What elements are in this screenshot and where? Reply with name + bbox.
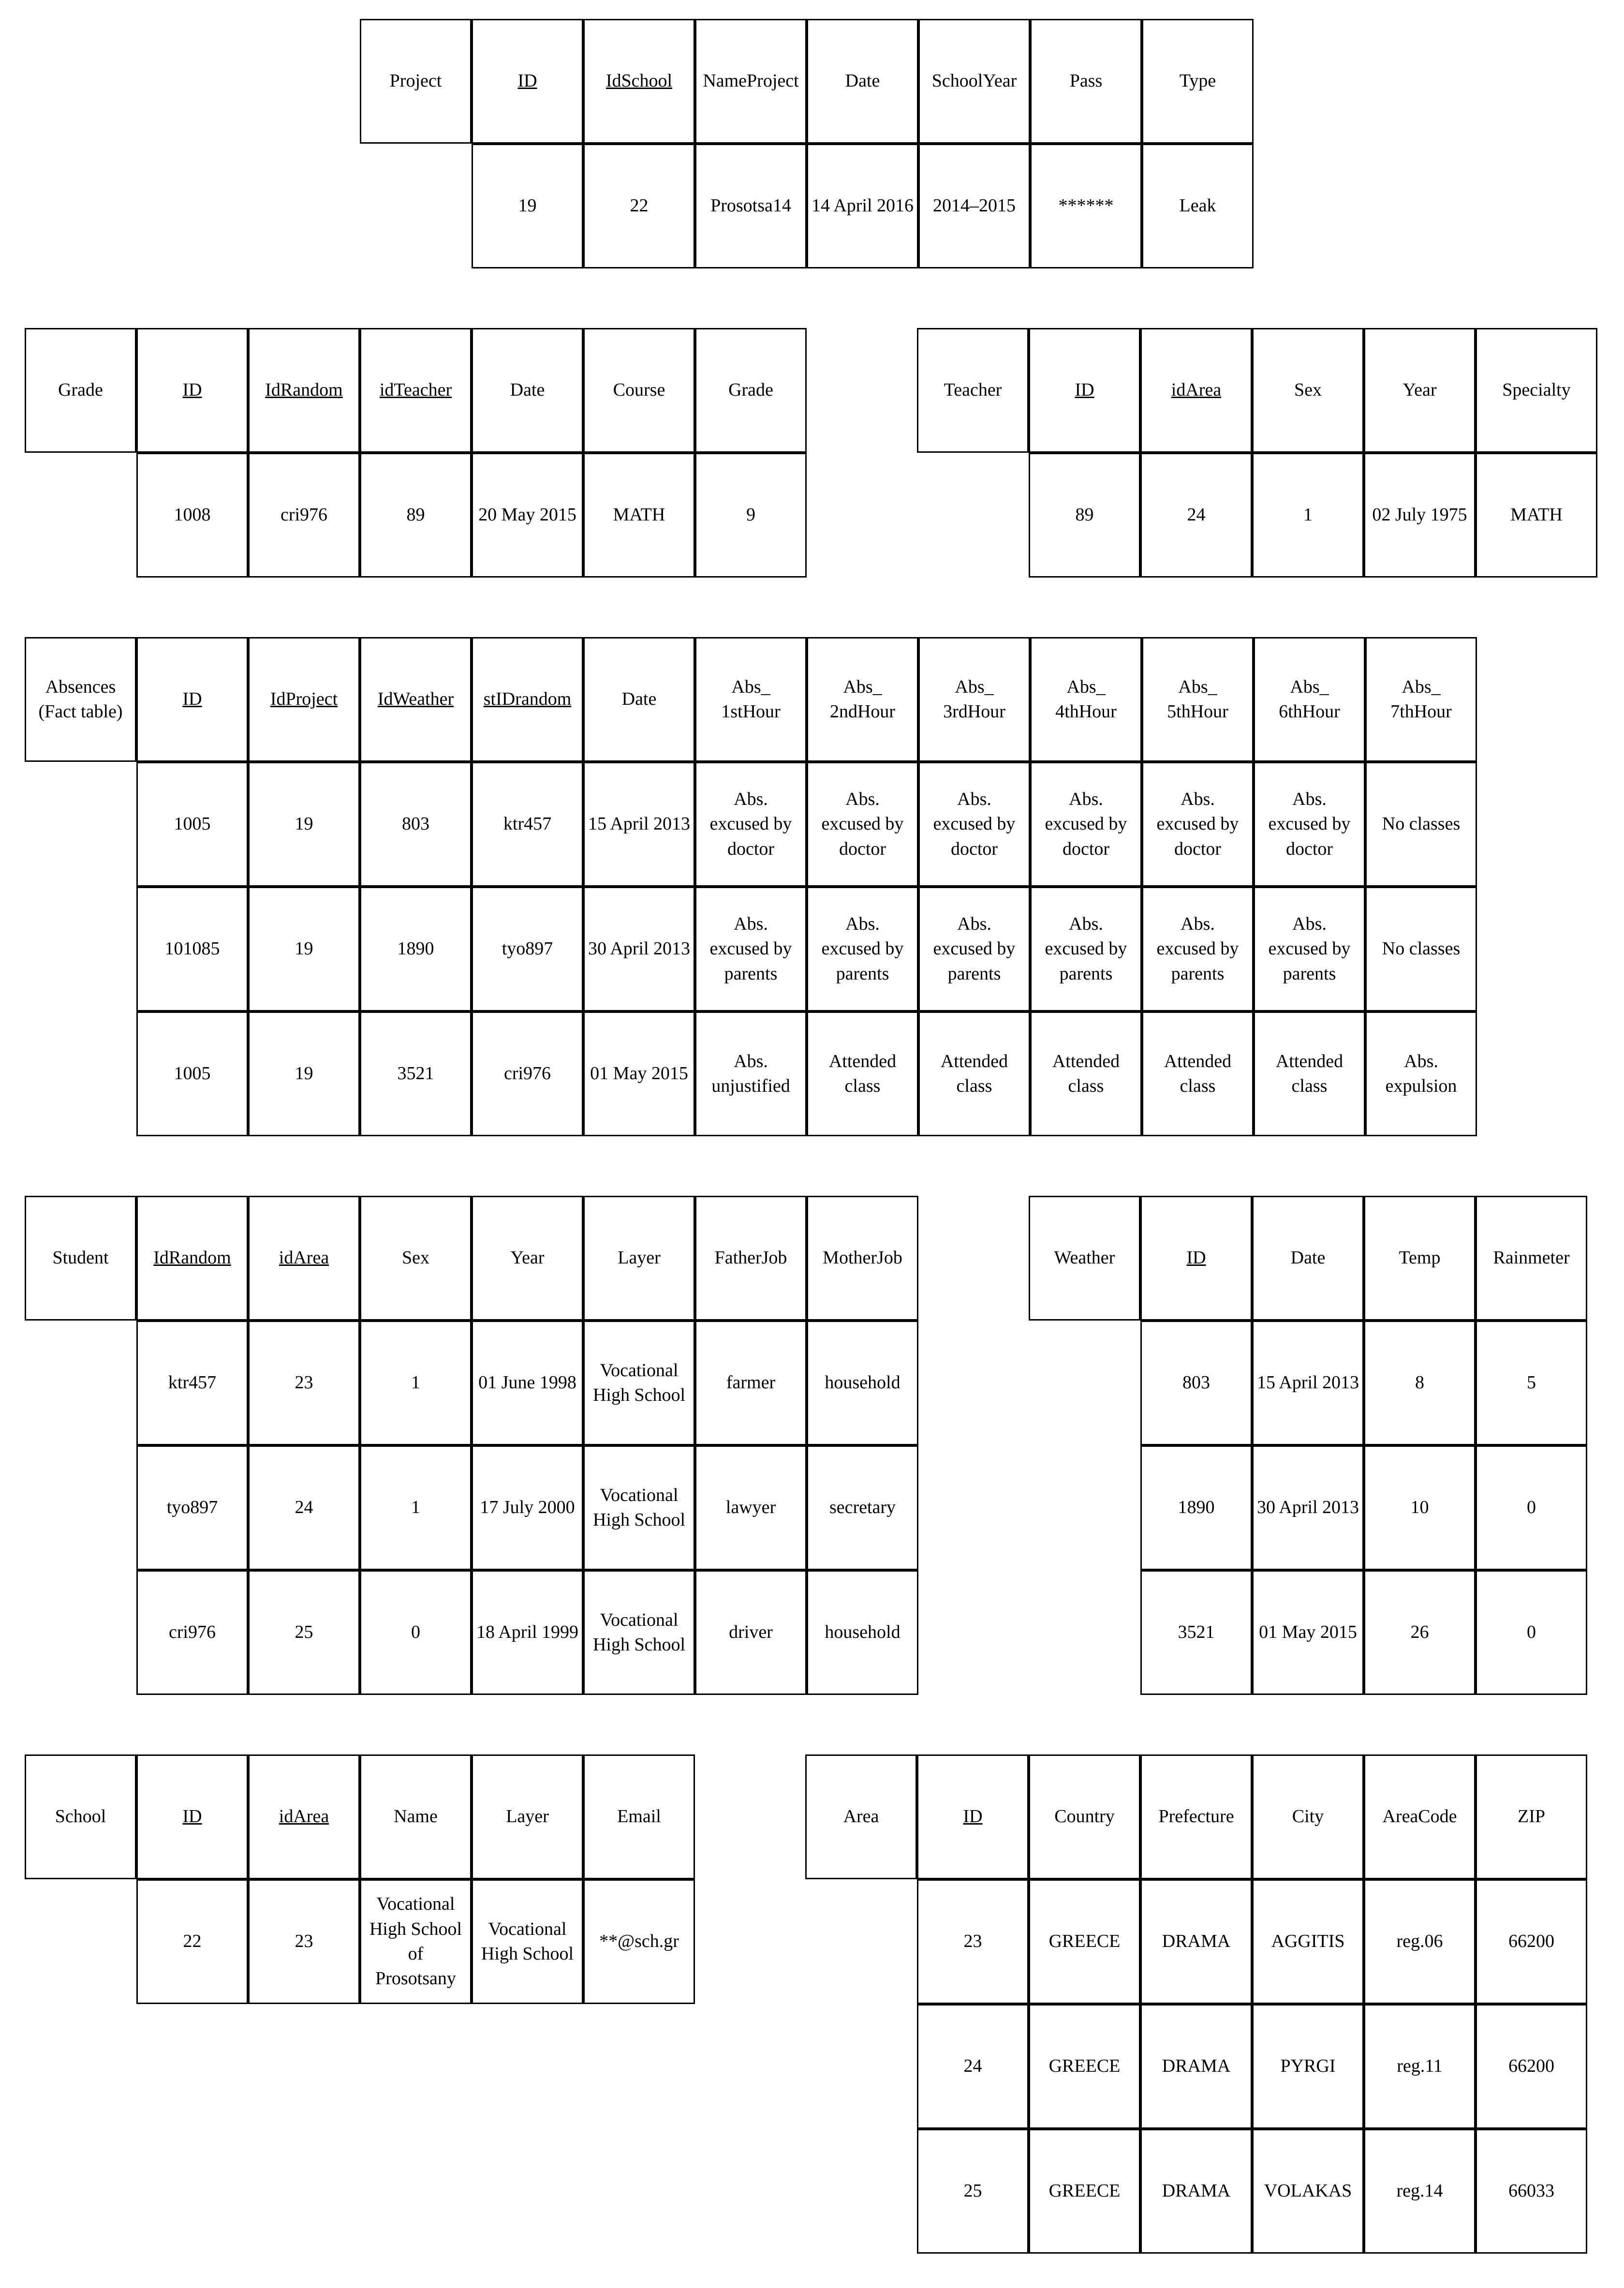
weather-cell: 8: [1364, 1321, 1476, 1445]
student-cell: household: [807, 1570, 918, 1695]
project-cell: ******: [1030, 144, 1142, 268]
area-column-header: ZIP: [1476, 1754, 1587, 1879]
student-cell: cri976: [136, 1570, 248, 1695]
area-cell: 66200: [1476, 2004, 1587, 2129]
weather-column-header: ID: [1140, 1196, 1252, 1321]
absences-cell: Abs. excused by parents: [807, 887, 918, 1011]
area-cell: 24: [917, 2004, 1029, 2129]
absences-cell: Attended class: [807, 1011, 918, 1136]
student-cell: ktr457: [136, 1321, 248, 1445]
absences-column-header: Abs_ 2ndHour: [807, 637, 918, 762]
weather-cell: 26: [1364, 1570, 1476, 1695]
project-column-header: IdSchool: [583, 19, 695, 144]
student-cell: 23: [248, 1321, 360, 1445]
area-cell: reg.11: [1364, 2004, 1476, 2129]
student-cell: Vocational High School: [583, 1321, 695, 1445]
weather-cell: 3521: [1140, 1570, 1252, 1695]
student-cell: household: [807, 1321, 918, 1445]
student-column-header: Sex: [360, 1196, 472, 1321]
grade-table-name: Grade: [25, 328, 136, 453]
weather-cell: 803: [1140, 1321, 1252, 1445]
area-column-header: Country: [1029, 1754, 1140, 1879]
grade-column-header: idTeacher: [360, 328, 472, 453]
absences-column-header: Abs_ 6thHour: [1254, 637, 1365, 762]
grade-cell: MATH: [583, 453, 695, 578]
student-cell: 1: [360, 1445, 472, 1570]
absences-cell: 30 April 2013: [583, 887, 695, 1011]
area-cell: DRAMA: [1140, 2004, 1252, 2129]
student-cell: lawyer: [695, 1445, 807, 1570]
absences-cell: Abs. excused by parents: [918, 887, 1030, 1011]
teacher-column-header: ID: [1029, 328, 1140, 453]
absences-cell: ktr457: [472, 762, 583, 887]
area-cell: reg.06: [1364, 1879, 1476, 2004]
weather-column-header: Temp: [1364, 1196, 1476, 1321]
absences-cell: 1005: [136, 762, 248, 887]
area-table-name: Area: [805, 1754, 917, 1879]
area-cell: reg.14: [1364, 2129, 1476, 2254]
weather-column-header: Date: [1252, 1196, 1364, 1321]
absences-cell: Attended class: [1142, 1011, 1254, 1136]
area-cell: 25: [917, 2129, 1029, 2254]
project-column-header: Date: [807, 19, 918, 144]
school-column-header: ID: [136, 1754, 248, 1879]
teacher-cell: 1: [1252, 453, 1364, 578]
school-column-header: Email: [583, 1754, 695, 1879]
student-cell: driver: [695, 1570, 807, 1695]
project-table-name: Project: [360, 19, 472, 144]
student-column-header: Layer: [583, 1196, 695, 1321]
area-column-header: AreaCode: [1364, 1754, 1476, 1879]
student-cell: secretary: [807, 1445, 918, 1570]
student-cell: farmer: [695, 1321, 807, 1445]
absences-cell: 01 May 2015: [583, 1011, 695, 1136]
absences-cell: No classes: [1365, 887, 1477, 1011]
project-cell: 2014–2015: [918, 144, 1030, 268]
student-cell: 0: [360, 1570, 472, 1695]
area-cell: 23: [917, 1879, 1029, 2004]
area-column-header: Prefecture: [1140, 1754, 1252, 1879]
weather-cell: 15 April 2013: [1252, 1321, 1364, 1445]
weather-column-header: Rainmeter: [1476, 1196, 1587, 1321]
student-column-header: MotherJob: [807, 1196, 918, 1321]
area-cell: GREECE: [1029, 2004, 1140, 2129]
absences-column-header: Abs_ 7thHour: [1365, 637, 1477, 762]
grade-column-header: IdRandom: [248, 328, 360, 453]
absences-column-header: IdProject: [248, 637, 360, 762]
student-cell: Vocational High School: [583, 1445, 695, 1570]
school-cell: Vocational High School of Prosotsany: [360, 1879, 472, 2004]
grade-cell: cri976: [248, 453, 360, 578]
project-column-header: Pass: [1030, 19, 1142, 144]
absences-cell: 1890: [360, 887, 472, 1011]
project-cell: 19: [472, 144, 583, 268]
absences-cell: Abs. excused by parents: [695, 887, 807, 1011]
teacher-cell: 24: [1140, 453, 1252, 578]
absences-column-header: Abs_ 5thHour: [1142, 637, 1254, 762]
absences-cell: Attended class: [1030, 1011, 1142, 1136]
absences-cell: Abs. excused by doctor: [807, 762, 918, 887]
student-cell: 18 April 1999: [472, 1570, 583, 1695]
student-column-header: idArea: [248, 1196, 360, 1321]
area-cell: DRAMA: [1140, 2129, 1252, 2254]
grade-column-header: Grade: [695, 328, 807, 453]
area-cell: 66200: [1476, 1879, 1587, 2004]
student-cell: Vocational High School: [583, 1570, 695, 1695]
project-column-header: Type: [1142, 19, 1254, 144]
absences-column-header: Abs_ 4thHour: [1030, 637, 1142, 762]
absences-column-header: Abs_ 1stHour: [695, 637, 807, 762]
absences-column-header: Date: [583, 637, 695, 762]
school-column-header: idArea: [248, 1754, 360, 1879]
teacher-cell: 02 July 1975: [1364, 453, 1476, 578]
absences-cell: Abs. excused by parents: [1254, 887, 1365, 1011]
project-column-header: SchoolYear: [918, 19, 1030, 144]
area-cell: VOLAKAS: [1252, 2129, 1364, 2254]
school-cell: 22: [136, 1879, 248, 2004]
grade-column-header: ID: [136, 328, 248, 453]
grade-cell: 9: [695, 453, 807, 578]
weather-cell: 10: [1364, 1445, 1476, 1570]
project-cell: 22: [583, 144, 695, 268]
student-table-name: Student: [25, 1196, 136, 1321]
absences-cell: Abs. excused by doctor: [1142, 762, 1254, 887]
project-cell: Leak: [1142, 144, 1254, 268]
absences-cell: Abs. excused by doctor: [918, 762, 1030, 887]
weather-cell: 5: [1476, 1321, 1587, 1445]
absences-column-header: stIDrandom: [472, 637, 583, 762]
absences-cell: 15 April 2013: [583, 762, 695, 887]
grade-cell: 89: [360, 453, 472, 578]
school-column-header: Name: [360, 1754, 472, 1879]
area-column-header: ID: [917, 1754, 1029, 1879]
absences-cell: 19: [248, 762, 360, 887]
project-cell: Prosotsa14: [695, 144, 807, 268]
project-cell: 14 April 2016: [807, 144, 918, 268]
absences-cell: Attended class: [918, 1011, 1030, 1136]
school-cell: **@sch.gr: [583, 1879, 695, 2004]
absences-cell: 3521: [360, 1011, 472, 1136]
absences-cell: Abs. excused by doctor: [1030, 762, 1142, 887]
area-cell: 66033: [1476, 2129, 1587, 2254]
absences-cell: 803: [360, 762, 472, 887]
absences-cell: Abs. excused by doctor: [1254, 762, 1365, 887]
grade-cell: 20 May 2015: [472, 453, 583, 578]
teacher-cell: MATH: [1476, 453, 1597, 578]
school-table-name: School: [25, 1754, 136, 1879]
teacher-column-header: Sex: [1252, 328, 1364, 453]
absences-cell: tyo897: [472, 887, 583, 1011]
student-cell: 1: [360, 1321, 472, 1445]
absences-cell: Abs. excused by parents: [1142, 887, 1254, 1011]
weather-cell: 01 May 2015: [1252, 1570, 1364, 1695]
student-cell: 17 July 2000: [472, 1445, 583, 1570]
school-column-header: Layer: [472, 1754, 583, 1879]
teacher-column-header: Specialty: [1476, 328, 1597, 453]
absences-column-header: ID: [136, 637, 248, 762]
student-cell: 25: [248, 1570, 360, 1695]
absences-cell: Abs. excused by doctor: [695, 762, 807, 887]
teacher-cell: 89: [1029, 453, 1140, 578]
absences-cell: 19: [248, 1011, 360, 1136]
grade-column-header: Course: [583, 328, 695, 453]
school-cell: Vocational High School: [472, 1879, 583, 2004]
absences-cell: Attended class: [1254, 1011, 1365, 1136]
area-cell: AGGITIS: [1252, 1879, 1364, 2004]
weather-cell: 0: [1476, 1570, 1587, 1695]
area-cell: GREECE: [1029, 1879, 1140, 2004]
absences-column-header: Abs_ 3rdHour: [918, 637, 1030, 762]
weather-table-name: Weather: [1029, 1196, 1140, 1321]
teacher-column-header: Year: [1364, 328, 1476, 453]
student-cell: 24: [248, 1445, 360, 1570]
grade-column-header: Date: [472, 328, 583, 453]
teacher-column-header: idArea: [1140, 328, 1252, 453]
absences-cell: 101085: [136, 887, 248, 1011]
weather-cell: 1890: [1140, 1445, 1252, 1570]
area-cell: PYRGI: [1252, 2004, 1364, 2129]
area-cell: GREECE: [1029, 2129, 1140, 2254]
absences-cell: 1005: [136, 1011, 248, 1136]
grade-cell: 1008: [136, 453, 248, 578]
student-cell: 01 June 1998: [472, 1321, 583, 1445]
absences-cell: 19: [248, 887, 360, 1011]
project-column-header: ID: [472, 19, 583, 144]
school-cell: 23: [248, 1879, 360, 2004]
absences-table-name: Absences (Fact table): [25, 637, 136, 762]
project-column-header: NameProject: [695, 19, 807, 144]
absences-cell: No classes: [1365, 762, 1477, 887]
absences-cell: Abs. unjustified: [695, 1011, 807, 1136]
student-column-header: FatherJob: [695, 1196, 807, 1321]
absences-column-header: IdWeather: [360, 637, 472, 762]
student-column-header: Year: [472, 1196, 583, 1321]
absences-cell: Abs. expulsion: [1365, 1011, 1477, 1136]
student-column-header: IdRandom: [136, 1196, 248, 1321]
weather-cell: 30 April 2013: [1252, 1445, 1364, 1570]
teacher-table-name: Teacher: [917, 328, 1029, 453]
absences-cell: Abs. excused by parents: [1030, 887, 1142, 1011]
area-column-header: City: [1252, 1754, 1364, 1879]
student-cell: tyo897: [136, 1445, 248, 1570]
area-cell: DRAMA: [1140, 1879, 1252, 2004]
weather-cell: 0: [1476, 1445, 1587, 1570]
absences-cell: cri976: [472, 1011, 583, 1136]
